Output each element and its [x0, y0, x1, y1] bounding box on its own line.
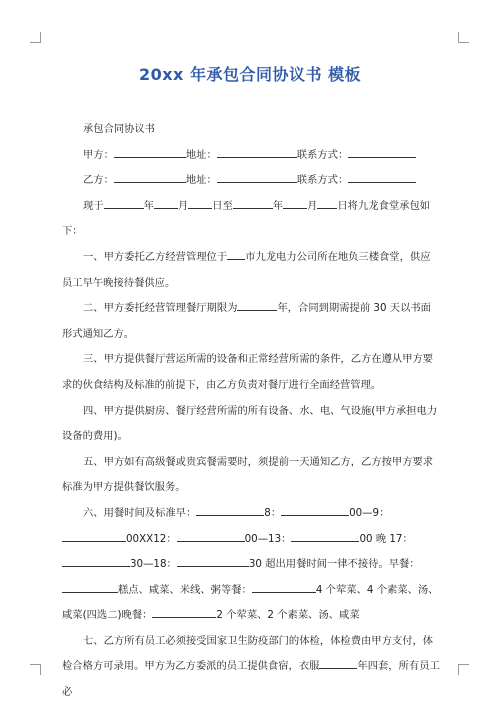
crop-mark-top-left [30, 32, 41, 43]
blank-field [177, 530, 245, 542]
blank-field [348, 171, 416, 183]
clause-7: 七、乙方所有员工必须接受国家卫生防疫部门的体检，体检费由甲方支付，体检合格方可录用。甲方为乙方委派的员工提供食宿，衣服 年四套，所有员工必 [62, 634, 440, 699]
blank-field [233, 197, 273, 209]
clause-5: 五、甲方如有高级餐或贵宾餐需要时，须提前一天通知乙方，乙方按甲方要求标准为甲方提供餐饮服务。 [62, 455, 434, 494]
blank-field [62, 581, 88, 593]
blank-field [252, 581, 316, 593]
blank-field [88, 581, 118, 593]
blank-field [217, 146, 297, 158]
party-b-line: 乙方： 地址： 联系方式： [62, 168, 440, 194]
party-a-line: 甲方： 地址： 联系方式： [62, 143, 440, 169]
blank-field [114, 146, 186, 158]
blank-field [281, 504, 349, 516]
blank-field [291, 530, 359, 542]
clause-2: 二、甲方委托经营管理餐厅期限为 年，合同到期需提前 30 天以书面形式通知乙方。 [62, 296, 440, 347]
blank-field [62, 530, 126, 542]
date-line: 现于 年 月 日至 年 月 日将九龙食堂承包如下： [62, 194, 440, 245]
blank-field [217, 171, 297, 183]
crop-mark-top-right [458, 32, 469, 43]
blank-field [114, 171, 186, 183]
document-title: 20xx 年承包合同协议书 模板 [138, 65, 362, 84]
blank-field [152, 606, 216, 618]
clause-3: 三、甲方提供餐厅营运所需的设备和正常经营所需的条件，乙方在遵从甲方要求的伙食结构及标准的前提下，由乙方负责对餐厅进行全面经营管理。 [62, 353, 434, 391]
blank-field [348, 146, 416, 158]
blank-field [283, 197, 307, 209]
blank-field [104, 197, 144, 209]
blank-field [177, 555, 249, 567]
blank-field [188, 197, 212, 209]
crop-mark-bottom-right [458, 664, 469, 675]
clause-1: 一、甲方委托乙方经营管理位于 市九龙电力公司所在地负三楼食堂，供应员工早午晚接待餐供应。 [62, 245, 440, 296]
document-body [62, 117, 440, 706]
blank-field [196, 504, 264, 516]
blank-field [154, 197, 178, 209]
contract-heading: 承包合同协议书 [83, 123, 156, 135]
blank-field [319, 657, 357, 669]
blank-field [237, 299, 277, 311]
blank-field [62, 555, 130, 567]
clause-6: 六、用餐时间及标准早： 8： 00—9：00XX12： 00—13： 00 晚 17：30—18： 30 超出用餐时间一律不接待。早餐：糕点、咸菜、米线、粥等餐： 4 个荤菜、4 个素菜、汤、咸菜(四选二)晚餐： 2 个荤菜、2 个素菜、汤、咸菜 [62, 501, 440, 629]
blank-field [227, 248, 245, 260]
blank-field [317, 197, 337, 209]
crop-mark-bottom-left [30, 664, 41, 675]
clause-4: 四、甲方提供厨房、餐厅经营所需的所有设备、水、电、气设施(甲方承担电力设备的费用)。 [62, 404, 438, 443]
